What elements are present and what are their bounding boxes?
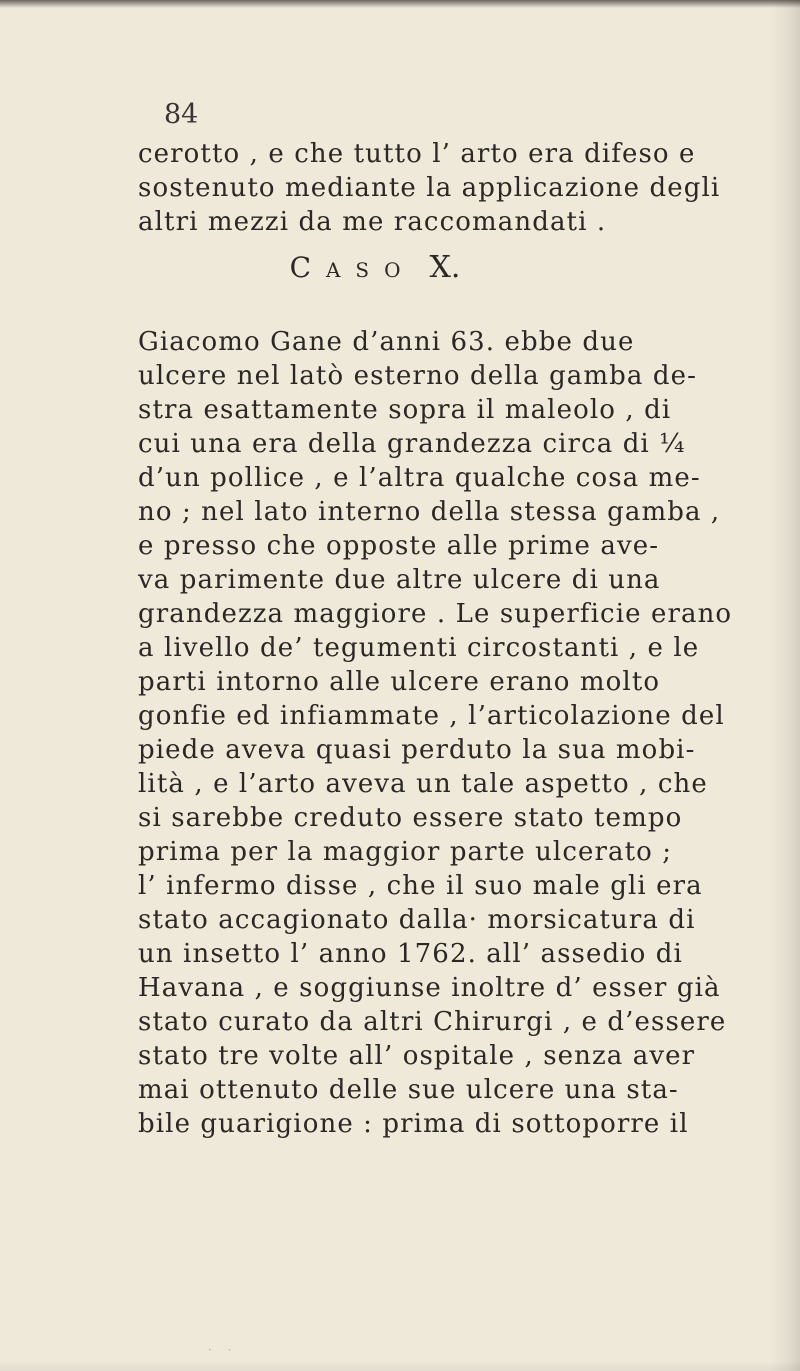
text-line: sostenuto mediante la applicazione degli (138, 173, 721, 203)
section-number: X. (429, 250, 461, 285)
text-line: ulcere nel latò esterno della gamba de- (138, 361, 697, 391)
page-speck-mark: · · (208, 1343, 238, 1357)
text-block-body (138, 325, 778, 1141)
text-line: cui una era della grandezza circa di ¼ (138, 429, 686, 459)
text-line: stato curato da altri Chirurgi , e d’essere (138, 1007, 727, 1037)
page-number: 84 (164, 99, 199, 130)
text-line: altri mezzi da me raccomandati . (138, 207, 607, 237)
page-bottom-edge (0, 1361, 800, 1371)
text-line: si sarebbe creduto essere stato tempo (138, 803, 683, 833)
text-block-top (138, 137, 778, 239)
text-line: mai ottenuto delle sue ulcere una sta- (138, 1075, 679, 1105)
text-line: no ; nel lato interno della stessa gamba , (138, 497, 721, 527)
text-line: a livello de’ tegumenti circostanti , e le (138, 633, 700, 663)
section-heading (245, 250, 505, 285)
text-line: piede aveva quasi perduto la sua mobi- (138, 735, 696, 765)
text-line: Havana , e soggiunse inoltre d’ esser già (138, 973, 721, 1003)
text-line: bile guarigione : prima di sottoporre il (138, 1109, 689, 1139)
text-line: d’un pollice , e l’altra qualche cosa me- (138, 463, 701, 493)
text-line: parti intorno alle ulcere erano molto (138, 667, 661, 697)
text-line: stato accagionato dalla· morsicatura di (138, 905, 696, 935)
text-line: l’ infermo disse , che il suo male gli era (138, 871, 703, 901)
text-line: e presso che opposte alle prime ave- (138, 531, 660, 561)
text-line: un insetto l’ anno 1762. all’ assedio di (138, 939, 683, 969)
text-line: gonfie ed infiammate , l’articolazione del (138, 701, 725, 731)
text-line: prima per la maggior parte ulcerato ; (138, 837, 673, 867)
text-line: stato tre volte all’ ospitale , senza aver (138, 1041, 696, 1071)
text-line: va parimente due altre ulcere di una (138, 565, 661, 595)
text-line: lità , e l’arto aveva un tale aspetto , che (138, 769, 708, 799)
text-line: Giacomo Gane d’anni 63. ebbe due (138, 327, 635, 357)
text-line: cerotto , e che tutto l’ arto era difeso e (138, 139, 696, 169)
text-line: grandezza maggiore . Le superficie erano (138, 599, 733, 629)
text-line: stra esattamente sopra il maleolo , di (138, 395, 672, 425)
section-label: Caso (289, 251, 416, 284)
